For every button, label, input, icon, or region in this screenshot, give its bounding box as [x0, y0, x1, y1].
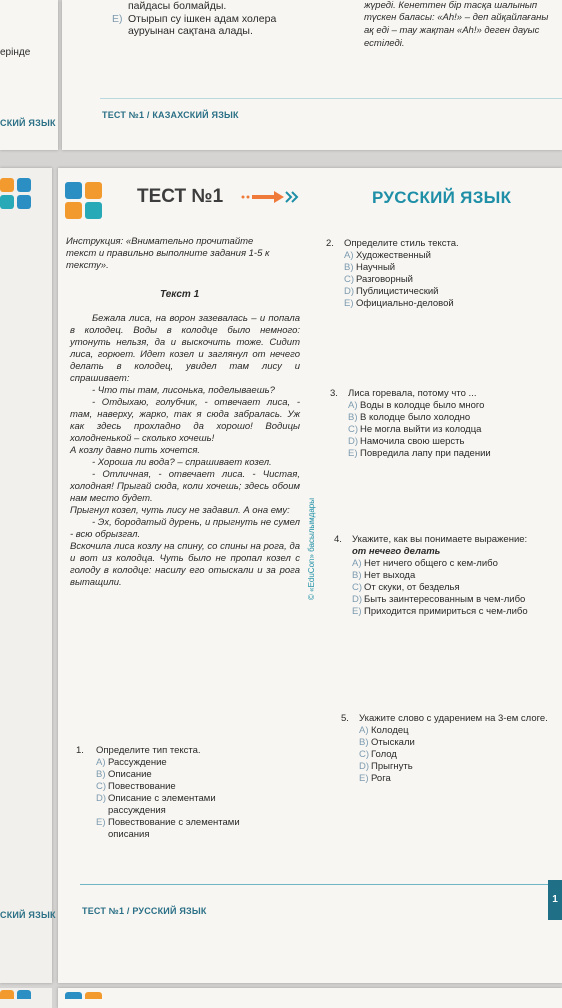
left-strip-text: ерінде: [0, 47, 31, 58]
option-letter: E): [359, 773, 369, 784]
option-letter: C): [96, 781, 107, 792]
answer-option[interactable]: [348, 424, 555, 436]
answer-option[interactable]: [348, 400, 555, 412]
option-text: Нет выхода: [364, 570, 416, 581]
story-paragraph: Прыгнул козел, чуть лису не задавил. А она ему:: [70, 505, 290, 516]
answer-option[interactable]: [96, 781, 296, 793]
option-letter: E): [348, 448, 358, 459]
instruction: Инструкция: «Внимательно прочитайте текст и правильно выполните задания 1-5 к тексту».: [66, 236, 270, 271]
option-letter: B): [359, 737, 369, 748]
option-letter: A): [344, 250, 354, 261]
page-title: ТЕСТ №1: [137, 186, 224, 207]
option-text: Рассуждение: [108, 757, 167, 768]
story-paragraph: А козлу давно пить хочется.: [70, 445, 201, 456]
option-text: Повествование с элементами описания: [108, 817, 240, 840]
text-title: Текст 1: [160, 289, 200, 300]
option-text: Быть заинтересованным в чем-либо: [364, 594, 526, 605]
question-phrase: от нечего делать: [352, 546, 441, 557]
question-number: 2.: [326, 238, 334, 249]
answer-option[interactable]: [96, 757, 296, 769]
prev-footer-rule: [100, 98, 562, 99]
answer-option[interactable]: [359, 761, 556, 773]
answer-option[interactable]: [344, 274, 551, 286]
answer-option[interactable]: [359, 773, 556, 785]
question-text: Определите тип текста.: [96, 745, 201, 756]
option-letter: E): [344, 298, 354, 309]
option-letter: C): [344, 274, 355, 285]
option-text: Намочила свою шерсть: [360, 436, 465, 447]
option-letter: A): [352, 558, 362, 569]
option-text: Колодец: [371, 725, 409, 736]
option-text: Прыгнуть: [371, 761, 413, 772]
answer-option[interactable]: [344, 286, 551, 298]
prev-option-text: Отырып су ішкен адам холера ауруынан сақтана алады.: [128, 13, 277, 37]
option-letter: D): [344, 286, 355, 297]
option-letter: E): [352, 606, 362, 617]
option-letter: A): [359, 725, 369, 736]
prev-right-line-4: естіледі.: [364, 38, 405, 49]
answer-option[interactable]: [352, 570, 559, 582]
answer-option[interactable]: [348, 436, 555, 448]
answer-option[interactable]: [352, 582, 559, 594]
prev-option-letter: E): [112, 13, 123, 25]
option-letter: D): [96, 793, 107, 804]
option-text: Научный: [356, 262, 396, 273]
question-4: [334, 534, 559, 618]
story-paragraph: Вскочила лиса козлу на спину, со спины на рога, да и вот из колодца. Чуть было не пропал козел с голоду в колодце: насилу его отыскали и за рога вытащили.: [70, 541, 300, 588]
next-page-header-logo-icon: [65, 992, 105, 999]
option-text: Нет ничего общего с кем-либо: [364, 558, 498, 569]
option-letter: B): [352, 570, 362, 581]
option-letter: B): [96, 769, 106, 780]
question-number: 5.: [341, 713, 349, 724]
option-letter: C): [352, 582, 363, 593]
story-text: [70, 313, 300, 589]
answer-option[interactable]: [344, 298, 551, 310]
option-text: Официально-деловой: [356, 298, 454, 309]
prev-footer: ТЕСТ №1 / КАЗАХСКИЙ ЯЗЫК: [102, 110, 239, 120]
option-text: Повредила лапу при падении: [360, 448, 491, 459]
option-letter: D): [359, 761, 370, 772]
story-paragraph: - Отличная, - отвечает лиса. - Чистая, холодная! Прыгай сюда, коли хочешь; здесь обоим нам место будет.: [70, 469, 300, 504]
option-text: От скуки, от безделья: [364, 582, 460, 593]
option-text: Описание с элементами рассуждения: [108, 793, 216, 816]
answer-option[interactable]: [96, 793, 296, 817]
question-number: 1.: [76, 745, 84, 756]
story-paragraph: Бежала лиса, на ворон зазевалась – и попала в колодец. Воды в колодце было немного: утонуть нельзя, да и выскочить тоже. Сидит лиса, горюет. Идет козел и заглянул от нечего делать в колодец, увидел там лису и спрашивает:: [70, 313, 300, 384]
prev-right-line-1: жүреді. Кенеттен бір тасқа шалынып: [364, 0, 538, 11]
left-strip-footer: СКИЙ ЯЗЫК: [0, 118, 56, 128]
option-letter: B): [344, 262, 354, 273]
option-letter: C): [359, 749, 370, 760]
question-number: 3.: [330, 388, 338, 399]
page-footer: ТЕСТ №1 / РУССКИЙ ЯЗЫК: [82, 906, 207, 916]
option-text: Рога: [371, 773, 391, 784]
left-page-footer: СКИЙ ЯЗЫК: [0, 910, 56, 920]
option-text: В колодце было холодно: [360, 412, 471, 423]
answer-option[interactable]: [352, 558, 559, 570]
story-paragraph: - Эх, бородатый дурень, и прыгнуть не сумел - всю обрызгал.: [70, 517, 300, 540]
option-letter: C): [348, 424, 359, 435]
option-text: Приходится примириться с чем-либо: [364, 606, 528, 617]
page-number-tab: [548, 880, 562, 920]
option-letter: D): [352, 594, 363, 605]
page-number: 1: [552, 894, 558, 905]
option-text: Художественный: [356, 250, 431, 261]
question-text: Определите стиль текста.: [344, 238, 459, 249]
option-letter: A): [96, 757, 106, 768]
subject-title: РУССКИЙ ЯЗЫК: [372, 188, 512, 207]
story-paragraph: - Хороша ли вода? – спрашивает козел.: [92, 457, 272, 468]
question-1: [76, 745, 296, 841]
question-text: Укажите, как вы понимаете выражение:: [352, 534, 528, 545]
option-text: Описание: [108, 769, 152, 780]
answer-option[interactable]: [348, 412, 555, 424]
question-2: [326, 238, 551, 310]
story-paragraph: - Отдыхаю, голубчик, - отвечает лиса, - там, наверху, жарко, так я сюда забралась. Уж как здесь прохладно да хорошо! Водицы холодненькой – сколько хочешь!: [70, 397, 300, 444]
answer-option[interactable]: [359, 725, 556, 737]
answer-option[interactable]: [352, 606, 559, 618]
option-text: Повествование: [108, 781, 176, 792]
question-text: Укажите слово с ударением на 3-ем слоге.: [359, 713, 548, 724]
option-letter: D): [348, 436, 359, 447]
option-text: Отыскали: [371, 737, 415, 748]
next-page: [58, 988, 562, 1008]
option-letter: A): [348, 400, 358, 411]
question-text: Лиса горевала, потому что ...: [348, 388, 477, 399]
option-text: Публицистический: [356, 286, 439, 297]
option-text: Разговорный: [356, 274, 413, 285]
footer-rule: [80, 884, 548, 885]
answer-option[interactable]: [348, 448, 555, 460]
option-text: Голод: [371, 749, 397, 760]
left-logo-icon: [0, 178, 40, 218]
prev-right-line-3: ақ еді – тау жақтан «Аһ!» деген дауыс: [364, 25, 540, 36]
answer-option[interactable]: [96, 769, 296, 781]
answer-option[interactable]: [344, 250, 551, 262]
question-3: [330, 388, 555, 460]
story-paragraph: - Что ты там, лисонька, поделываешь?: [92, 385, 275, 396]
next-page-logo-icon: [0, 990, 40, 999]
copyright-vertical: © «EduCon» басылымдары: [307, 498, 316, 600]
answer-option[interactable]: [359, 737, 556, 749]
arrow-icon: [240, 190, 300, 204]
question-number: 4.: [334, 534, 342, 545]
educon-logo-icon: [65, 182, 105, 222]
answer-option[interactable]: [352, 594, 559, 606]
option-letter: B): [348, 412, 358, 423]
option-letter: E): [96, 817, 106, 828]
option-text: Не могла выйти из колодца: [360, 424, 482, 435]
prev-left-text: пайдасы болмайды.: [128, 0, 227, 12]
option-text: Воды в колодце было много: [360, 400, 485, 411]
question-5: [341, 713, 556, 785]
answer-option[interactable]: [344, 262, 551, 274]
answer-option[interactable]: [96, 817, 296, 841]
left-page-strip: [0, 168, 52, 983]
answer-option[interactable]: [359, 749, 556, 761]
prev-right-line-2: түскен баласы: «Аһ!» – деп айқайлағаны: [364, 12, 549, 23]
